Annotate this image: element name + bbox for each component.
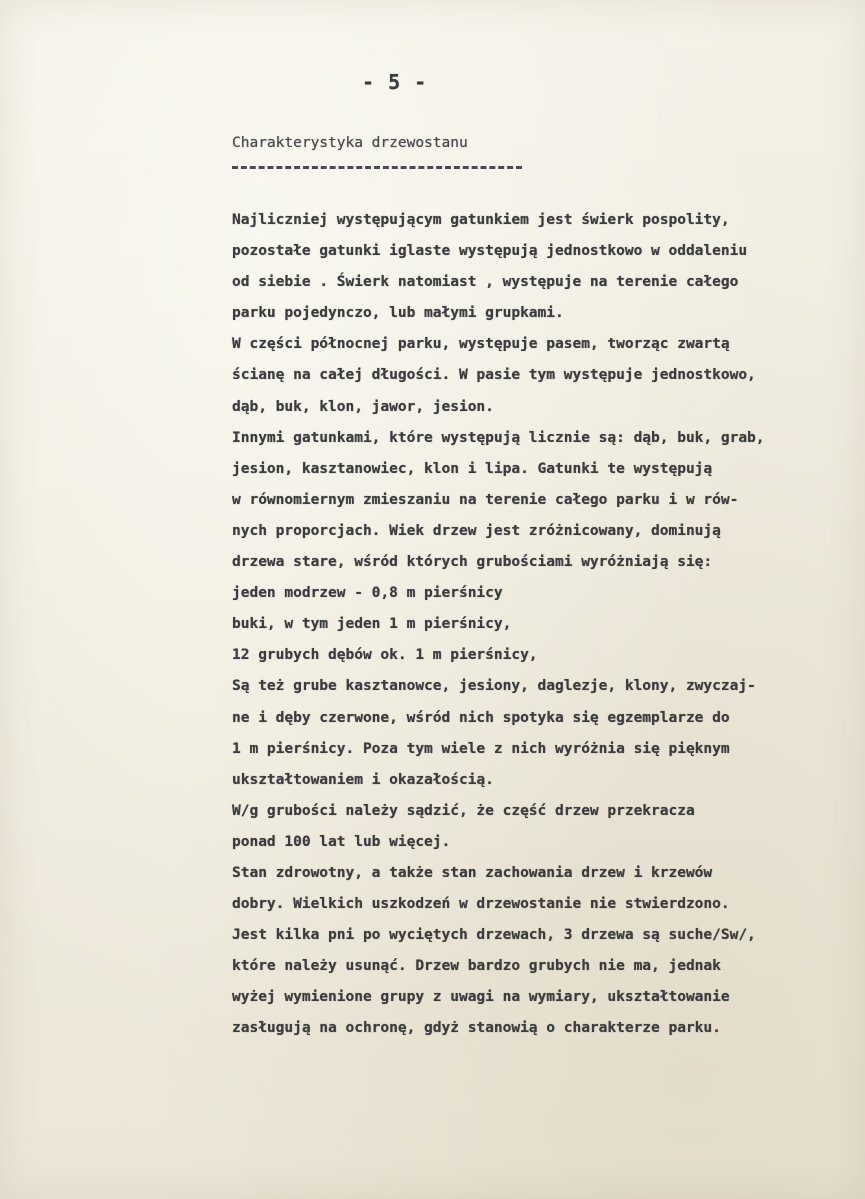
- heading-underline: [232, 166, 522, 169]
- text-line: ponad 100 lat lub więcej.: [232, 833, 451, 850]
- section-heading: Charakterystyka drzewostanu: [232, 135, 468, 151]
- text-line: wyżej wymienione grupy z uwagi na wymiary, ukształtowanie: [232, 989, 730, 1006]
- text-line: Innymi gatunkami, które występują licznie są: dąb, buk, grab,: [232, 429, 765, 446]
- text-line: ukształtowaniem i okazałością.: [232, 771, 494, 788]
- text-line: w równomiernym zmieszaniu na terenie całego parku i w rów-: [232, 491, 739, 508]
- text-line: W części północnej parku, występuje pasem, tworząc zwartą: [232, 336, 730, 353]
- text-line: Stan zdrowotny, a także stan zachowania drzew i krzewów: [232, 864, 713, 881]
- text-line: które należy usunąć. Drzew bardzo grubych nie ma, jednak: [232, 958, 721, 975]
- text-line: dąb, buk, klon, jawor, jesion.: [232, 398, 494, 415]
- text-line: ścianę na całej długości. W pasie tym występuje jednostkowo,: [232, 367, 756, 384]
- text-line: ne i dęby czerwone, wśród nich spotyka się egzemplarze do: [232, 709, 730, 726]
- text-line: 1 m pierśnicy. Poza tym wiele z nich wyróżnia się pięknym: [232, 740, 730, 757]
- text-line: W/g grubości należy sądzić, że część drzew przekracza: [232, 802, 695, 819]
- text-line: jeden modrzew - 0,8 m pierśnicy: [232, 585, 503, 602]
- body-text: [232, 205, 765, 1045]
- text-line: Są też grube kasztanowce, jesiony, daglezje, klony, zwyczaj-: [232, 678, 756, 695]
- text-line: Jest kilka pni po wyciętych drzewach, 3 drzewa są suche/Sw/,: [232, 927, 756, 944]
- text-line: buki, w tym jeden 1 m pierśnicy,: [232, 616, 512, 633]
- text-line: parku pojedynczo, lub małymi grupkami.: [232, 305, 564, 322]
- page-number: - 5 -: [362, 70, 428, 94]
- text-line: nych proporcjach. Wiek drzew jest zróżnicowany, dominują: [232, 522, 721, 539]
- text-line: pozostałe gatunki iglaste występują jednostkowo w oddaleniu: [232, 243, 748, 260]
- text-line: dobry. Wielkich uszkodzeń w drzewostanie nie stwierdzono.: [232, 896, 730, 913]
- text-line: zasługują na ochronę, gdyż stanowią o charakterze parku.: [232, 1020, 721, 1037]
- text-line: drzewa stare, wśród których grubościami wyróżniają się:: [232, 554, 713, 571]
- text-line: od siebie . Świerk natomiast , występuje na terenie całego: [232, 274, 739, 291]
- text-line: 12 grubych dębów ok. 1 m pierśnicy,: [232, 647, 538, 664]
- text-line: Najliczniej występującym gatunkiem jest świerk pospolity,: [232, 212, 730, 228]
- text-line: jesion, kasztanowiec, klon i lipa. Gatunki te występują: [232, 460, 713, 477]
